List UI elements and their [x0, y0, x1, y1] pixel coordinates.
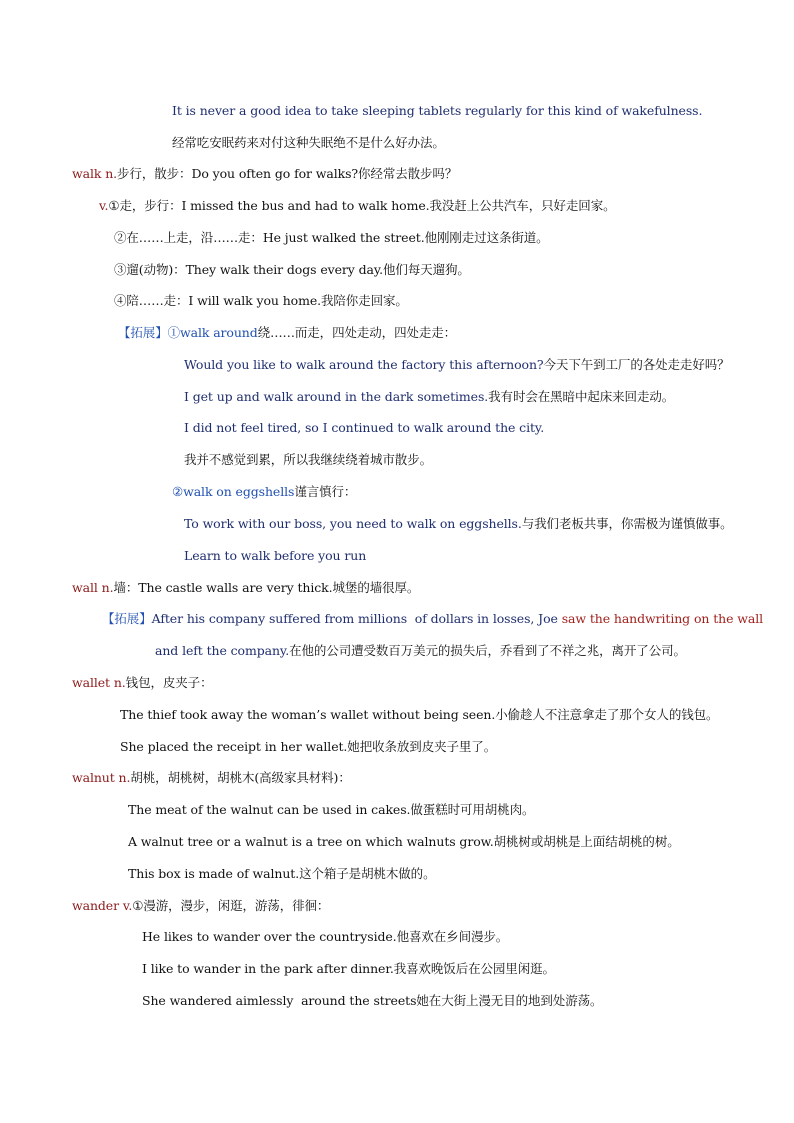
headword: walnut n. [72, 770, 131, 785]
example-chinese: 在他的公司遭受数百万美元的损失后，乔看到了不祥之兆，离开了公司。 [289, 643, 686, 658]
example-chinese: 她在大街上漫无目的地到处游荡。 [416, 993, 603, 1008]
definition: ②在……上走，沿……走： [114, 230, 263, 245]
example-english: This box is made of walnut. [128, 866, 300, 881]
example-english: She placed the receipt in her wallet. [120, 739, 348, 754]
example-english: After his company suffered from millions of dollars in losses, Joe [151, 611, 562, 626]
expand-tag: 【拓展】 [118, 325, 168, 340]
expand-line [102, 611, 763, 627]
example-chinese: 他喜欢在乡间漫步。 [396, 929, 509, 944]
headword: wall n. [72, 580, 114, 595]
example-chinese: 她把收条放到皮夹子里了。 [347, 739, 497, 754]
entry-wallet [72, 675, 212, 691]
example-english: I get up and walk around in the dark sometimes. [184, 389, 489, 404]
sense-line [114, 262, 470, 278]
example-chinese: 与我们老板共事，你需极为谨慎做事。 [521, 516, 733, 531]
definition: 钱包，皮夹子： [125, 675, 213, 690]
example-english: He just walked the street. [262, 230, 425, 245]
example-chinese: 我有时会在黑暗中起床来回走动。 [488, 389, 675, 404]
example-line [184, 389, 674, 405]
example-chinese: 我没赶上公共汽车，只好走回家。 [429, 198, 616, 213]
example-english: I will walk you home. [188, 293, 321, 308]
example-english: and left the company. [155, 643, 290, 658]
definition: 谨言慎行： [294, 484, 357, 499]
example-chinese: 我喜欢晚饭后在公园里闲逛。 [393, 961, 555, 976]
entry-wall [72, 580, 419, 596]
example-chinese: 我并不感觉到累，所以我继续绕着城市散步。 [184, 452, 433, 467]
example-line [120, 739, 496, 755]
definition: ①走，步行： [108, 198, 182, 213]
example-chinese: 做蛋糕时可用胡桃肉。 [410, 802, 535, 817]
example-english: Do you often go for walks? [191, 166, 359, 181]
example-line [172, 103, 702, 119]
entry-walk-noun [72, 166, 457, 182]
example-english: The meat of the walnut can be used in cakes. [128, 802, 411, 817]
example-line [184, 420, 544, 436]
entry-wander [72, 898, 329, 914]
example-line [184, 548, 366, 564]
example-chinese: 他刚刚走过这条街道。 [424, 230, 549, 245]
definition: ③遛(动物)： [114, 262, 186, 277]
example-line [120, 707, 718, 723]
example-english: To work with our boss, you need to walk on eggshells. [184, 516, 522, 531]
example-english: Learn to walk before you run [184, 548, 367, 563]
headword: wander v. [72, 898, 133, 913]
entry-walk-verb [99, 198, 616, 214]
definition: 绕……而走，四处走动，四处走走： [257, 325, 457, 340]
part-of-speech: v. [99, 198, 109, 213]
phrase: ①walk around [167, 325, 258, 340]
example-line [172, 135, 445, 151]
example-line [142, 929, 508, 945]
example-line [142, 993, 602, 1009]
example-english: I like to wander in the park after dinner. [142, 961, 394, 976]
definition: ④陪……走： [114, 293, 189, 308]
example-english: The thief took away the woman’s wallet without being seen. [120, 707, 496, 722]
headword: walk n. [72, 166, 118, 181]
example-english: They walk their dogs every day. [185, 262, 384, 277]
expand-tag: 【拓展】 [102, 611, 152, 626]
definition: 步行，散步： [117, 166, 192, 181]
example-line [184, 357, 730, 373]
example-english: He likes to wander over the countryside. [142, 929, 397, 944]
sense-line [114, 230, 549, 246]
example-english: She wandered aimlessly around the streets [142, 993, 417, 1008]
example-chinese: 我陪你走回家。 [321, 293, 408, 308]
headword: wallet n. [72, 675, 126, 690]
example-line [128, 866, 435, 882]
phrase: ②walk on eggshells [172, 484, 295, 499]
example-line [128, 802, 534, 818]
example-line [184, 516, 733, 532]
example-chinese: 今天下午到工厂的各处走走好吗？ [543, 357, 730, 372]
expand-line [172, 484, 356, 500]
example-english: It is never a good idea to take sleeping tablets regularly for this kind of wakefulness. [172, 103, 703, 118]
definition: 胡桃，胡桃树，胡桃木(高级家具材料)： [130, 770, 351, 785]
idiom: saw the handwriting on the wall [561, 611, 763, 626]
example-chinese: 胡桃树或胡桃是上面结胡桃的树。 [493, 834, 680, 849]
definition: 墙： [113, 580, 139, 595]
example-line [155, 643, 686, 659]
example-line [128, 834, 680, 850]
example-english: Would you like to walk around the factory this afternoon? [184, 357, 544, 372]
example-line [142, 961, 555, 977]
example-chinese: 城堡的墙很厚。 [332, 580, 420, 595]
example-line [184, 452, 432, 468]
example-english: The castle walls are very thick. [138, 580, 333, 595]
example-chinese: 你经常去散步吗？ [358, 166, 458, 181]
sense-line [114, 293, 408, 309]
example-english: I missed the bus and had to walk home. [181, 198, 430, 213]
example-chinese: 小偷趁人不注意拿走了那个女人的钱包。 [495, 707, 719, 722]
entry-walnut [72, 770, 351, 786]
example-chinese: 这个箱子是胡桃木做的。 [299, 866, 436, 881]
example-english: A walnut tree or a walnut is a tree on which walnuts grow. [128, 834, 494, 849]
example-chinese: 经常吃安眠药来对付这种失眠绝不是什么好办法。 [172, 135, 445, 150]
example-chinese: 他们每天遛狗。 [383, 262, 470, 277]
example-english: I did not feel tired, so I continued to walk around the city. [184, 420, 545, 435]
definition: ①漫游，漫步，闲逛，游荡，徘徊： [132, 898, 330, 913]
expand-line [118, 325, 456, 341]
